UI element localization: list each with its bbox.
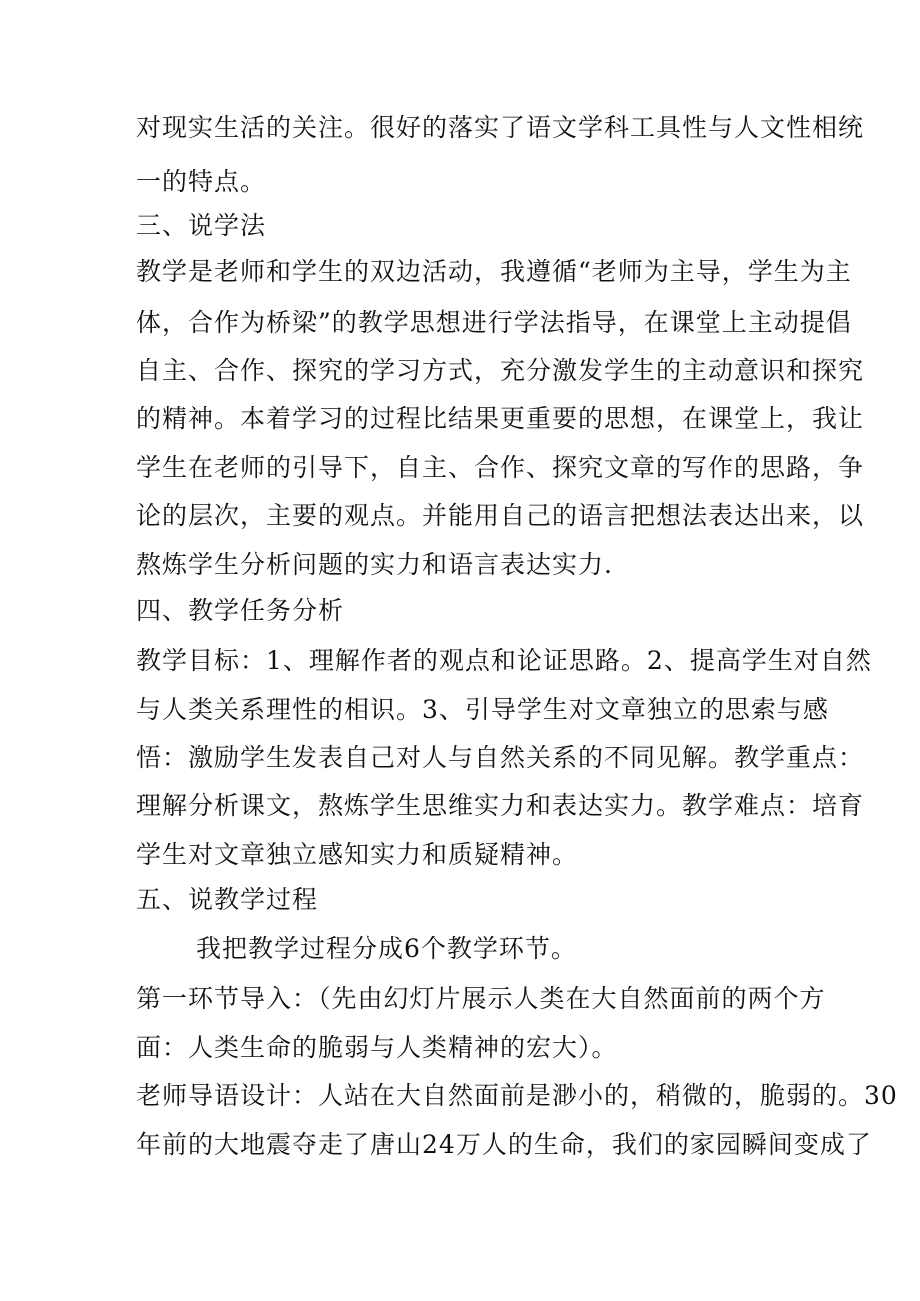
text-line: 第一环节导入：（先由幻灯片展示人类在大自然面前的两个方 [136,984,826,1013]
text-line: 悟：激励学生发表自己对人与自然关系的不同见解。教学重点： [136,743,865,772]
text-line: 学生在老师的引导下，自主、合作、探究文章的写作的思路，争 [136,453,865,482]
text-line: 年前的大地震夺走了唐山24万人的生命，我们的家园瞬间变成了 [136,1130,872,1159]
text-line: 教学是老师和学生的双边活动，我遵循“老师为主导，学生为主 [136,257,852,286]
text-line-indented: 我把教学过程分成6个教学环节。 [196,934,577,963]
text-line: 老师导语设计：人站在大自然面前是渺小的，稍微的，脆弱的。30 [136,1081,898,1110]
text-line: 自主、合作、探究的学习方式，充分激发学生的主动意识和探究 [136,356,865,385]
text-line: 教学目标：1、理解作者的观点和论证思路。2、提高学生对自然 [136,646,872,675]
text-line: 与人类关系理性的相识。3、引导学生对文章独立的思索与感 [136,695,829,724]
text-line: 体，合作为桥梁”的教学思想进行学法指导，在课堂上主动提倡 [136,308,852,337]
text-line: 学生对文章独立感知实力和质疑精神。 [136,840,579,869]
text-line: 论的层次，主要的观点。并能用自己的语言把想法表达出来，以 [136,501,865,530]
text-line: 熬炼学生分析问题的实力和语言表达实力. [136,550,613,579]
text-line: 对现实生活的关注。很好的落实了语文学科工具性与人文性相统 [136,113,865,142]
text-line: 一的特点。 [136,167,267,196]
section-heading: 五、说教学过程 [136,885,319,914]
section-heading: 四、教学任务分析 [136,596,345,625]
text-line: 面：人类生命的脆弱与人类精神的宏大）。 [136,1033,618,1062]
text-line: 理解分析课文，熬炼学生思维实力和表达实力。教学难点：培育 [136,791,865,820]
text-line: 的精神。本着学习的过程比结果更重要的思想，在课堂上，我让 [136,404,865,433]
section-heading: 三、说学法 [136,211,267,240]
